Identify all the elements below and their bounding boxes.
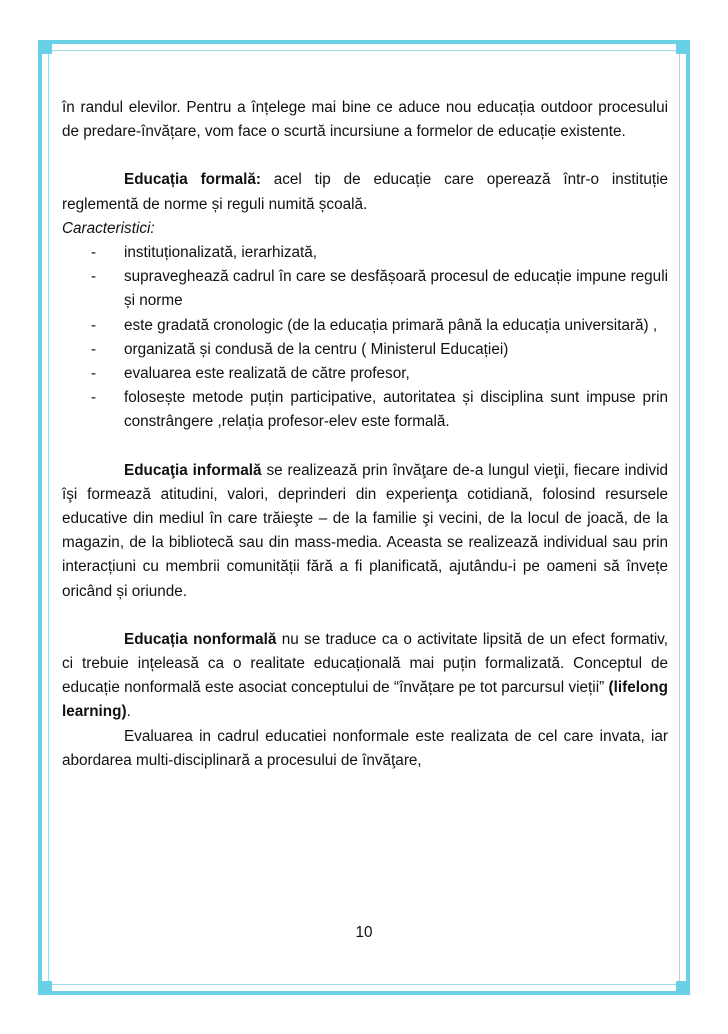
- formal-definition-paragraph: [62, 168, 668, 216]
- list-item: [62, 241, 668, 265]
- lifelong-learning-term: (lifelong learning): [62, 679, 668, 721]
- list-dash: -: [91, 316, 97, 334]
- list-dash: -: [91, 389, 97, 407]
- border-corner-top-right: [676, 40, 690, 54]
- border-corner-bottom-right: [676, 981, 690, 995]
- formal-education-definition: acel tip de educație care operează într-o instituție reglementă de norme și reguli numită școală.: [62, 171, 668, 213]
- formal-education-term: Educația formală:: [124, 171, 261, 189]
- list-item: [62, 386, 668, 434]
- list-item: [62, 314, 668, 338]
- list-item-text: instituționalizată, ierarhizată,: [124, 244, 318, 262]
- list-dash: -: [91, 244, 97, 262]
- nonformal-education-paragraph: [62, 628, 668, 725]
- intro-paragraph: în randul elevilor. Pentru a înțelege mai bine ce aduce nou educația outdoor procesului de predare-învățare, vom face o scurtă incursiune a formelor de educație existente.: [62, 99, 668, 141]
- list-item-text: organizată și condusă de la centru ( Ministerul Educației): [124, 340, 509, 358]
- list-item-text: supraveghează cadrul în care se desfășoară procesul de educație impune reguli și norme: [124, 268, 668, 310]
- nonformal-education-text: nu se traduce ca o activitate lipsită de un efect formativ, ci trebuie ințeleasă ca o realitate educațională mai puțin formalizată. Conceptul de educație nonformală este asociat conceptului de “învățare pe tot parcursul vieții”: [62, 630, 668, 697]
- characteristics-list: [62, 241, 668, 435]
- list-item: [62, 265, 668, 313]
- list-item: [62, 338, 668, 362]
- evaluation-paragraph: Evaluarea in cadrul educatiei nonformale este realizata de cel care invata, iar abordarea multi-disciplinară a procesului de învăţare,: [62, 727, 668, 769]
- border-corner-top-left: [38, 40, 52, 54]
- informal-education-text: se realizează prin învăţare de-a lungul vieţii, fiecare individ îşi formează atitudini, valori, deprinderi din experienţa cotidiană, folosind resursele educative din mediul în care trăieşte – de la familie şi vecini, de la locul de joacă, de la magazin, de la bibliotecă sau din mass-media. Aceasta se realizează individual sau prin interacțiuni cu membrii comunității fără a fi planificată, ajutându-i pe oameni să învețe oricând și oriunde.: [62, 461, 669, 600]
- page-number: 10: [355, 924, 373, 941]
- list-item-text: evaluarea este realizată de către profesor,: [124, 365, 410, 383]
- nonformal-education-end: .: [126, 703, 131, 721]
- characteristics-label: Caracteristici:: [62, 219, 155, 237]
- list-item: [62, 362, 668, 386]
- list-dash: -: [91, 340, 97, 358]
- nonformal-education-term: Educația nonformală: [124, 630, 277, 648]
- list-item-text: folosește metode puțin participative, autoritatea și disciplina sunt impuse prin constrângere ,relația profesor-elev este formală.: [124, 389, 668, 431]
- border-corner-bottom-left: [38, 981, 52, 995]
- list-item-text: este gradată cronologic (de la educația primară până la educația universitară) ,: [124, 316, 658, 334]
- page-content: [62, 96, 668, 773]
- informal-education-term: Educaţia informală: [124, 461, 262, 479]
- list-dash: -: [91, 268, 97, 286]
- list-dash: -: [91, 365, 97, 383]
- informal-education-paragraph: [62, 459, 668, 604]
